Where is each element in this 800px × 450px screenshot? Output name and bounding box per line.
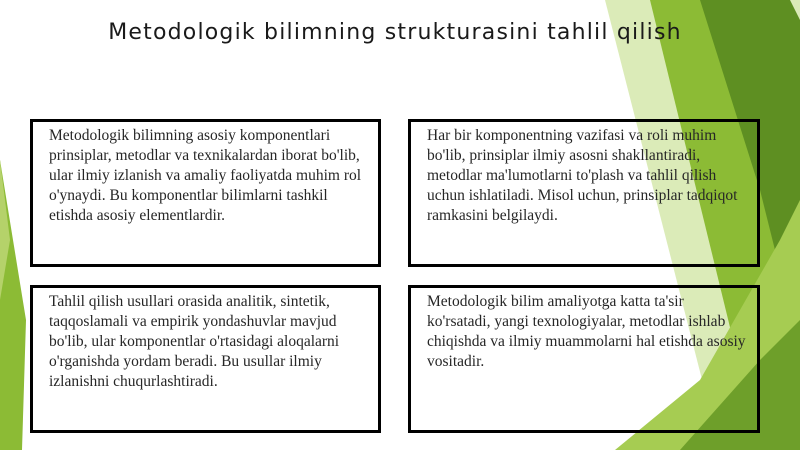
text-box-methods [30, 285, 381, 433]
box-text: Metodologik bilim amaliyotga katta ta'sir ko'rsatadi, yangi texnologiyalar, metodlar ishlab chiqishda va ilmiy muammolarni hal etishda asosiy vositadir. [427, 293, 746, 370]
text-box-practice [408, 285, 760, 433]
box-text: Metodologik bilimning asosiy komponentlari prinsiplar, metodlar va texnikalardan iborat bo'lib, ular ilmiy izlanish va amaliy faoliyatda muhim rol o'ynaydi. Bu komponentlar bilimlarni tashkil etishda asosiy elementlardir. [49, 127, 362, 224]
box-text: Har bir komponentning vazifasi va roli muhim bo'lib, prinsiplar ilmiy asosni shakllantiradi, metodlar ma'lumotlarni to'plash va tahlil qilish uchun ishlatiladi. Misol uchun, prinsiplar tadqiqot ramkasini belgilaydi. [427, 127, 738, 224]
text-box-components [30, 119, 381, 267]
box-text: Tahlil qilish usullari orasida analitik, sintetik, taqqoslamali va empirik yondashuvlar mavjud bo'lib, ular komponentlar o'rtasidagi aloqalarni o'rganishda yordam beradi. Bu usullar ilmiy izlanishni chuqurlashtiradi. [49, 293, 340, 390]
text-box-roles [408, 119, 760, 267]
slide-title: Metodologik bilimning strukturasini tahlil qilish [108, 20, 682, 45]
